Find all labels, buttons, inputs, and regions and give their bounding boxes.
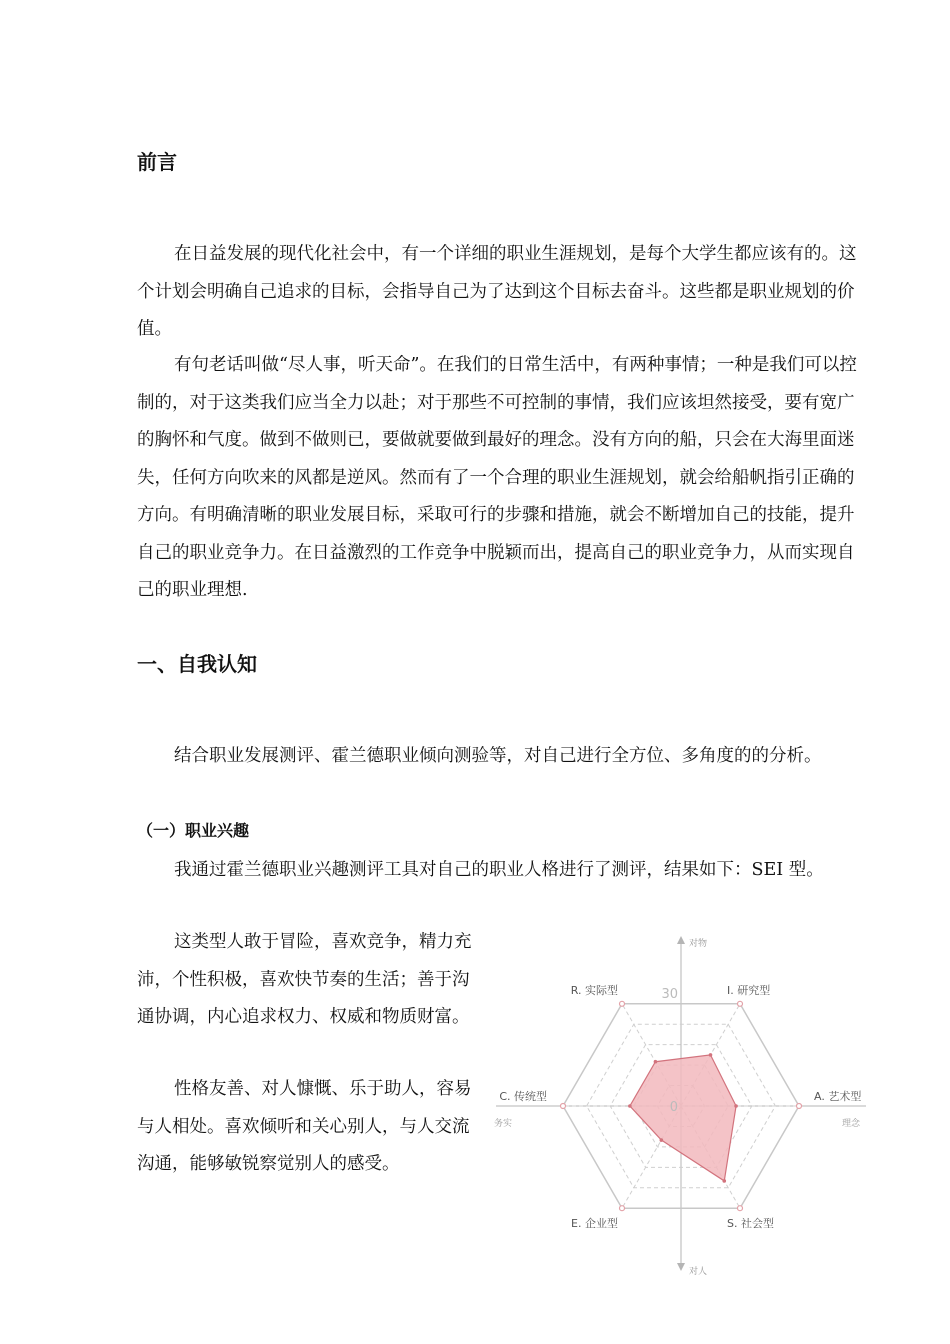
preface-title: 前言 <box>137 150 177 174</box>
preface-paragraph-1: 在日益发展的现代化社会中，有一个详细的职业生涯规划，是每个大学生都应该有的。这个计划会明确自己追求的目标，会指导自己为了达到这个目标去奋斗。这些都是职业规划的价值。 <box>137 244 857 339</box>
orientation-label-right: 理念 <box>842 1119 861 1129</box>
radar-tick-zero: 0 <box>669 1100 678 1115</box>
radar-point-5 <box>628 1104 632 1108</box>
radar-vertex-3 <box>738 1206 743 1211</box>
radar-point-6 <box>654 1060 658 1064</box>
holland-result: 我通过霍兰德职业兴趣测评工具对自己的职业人格进行了测评，结果如下：SEI 型。 <box>174 860 824 880</box>
radar-axis-label-5: C. 传统型 <box>499 1090 547 1103</box>
orientation-label-left: 务实 <box>494 1119 513 1129</box>
personality-desc-2: 性格友善、对人慷慨、乐于助人，容易与人相处。喜欢倾听和关心别人，与人交流沟通，能够敏锐察觉别人的感受。 <box>137 1079 472 1174</box>
personality-desc-1: 这类型人敢于冒险，喜欢竞争，精力充沛，个性积极，喜欢快节奏的生活；善于沟通协调，内心追求权力、权威和物质财富。 <box>137 932 472 1027</box>
radar-vertex-6 <box>620 1001 625 1006</box>
radar-point-2 <box>734 1104 738 1108</box>
subsection-title: （一）职业兴趣 <box>137 821 250 840</box>
radar-vertex-5 <box>561 1104 566 1109</box>
section1-intro: 结合职业发展测评、霍兰德职业倾向测验等，对自己进行全方位、多角度的的分析。 <box>174 746 822 766</box>
orientation-label-bottom: 对人 <box>689 1267 708 1277</box>
radar-axis-label-1: I. 研究型 <box>727 984 771 997</box>
preface-paragraph-2: 有句老话叫做“尽人事，听天命”。在我们的日常生活中，有两种事情；一种是我们可以控制的，对于这类我们应当全力以赴；对于那些不可控制的事情，我们应该坦然接受，要有宽广的胸怀和气度。做到不做则已，要做就要做到最好的理念。没有方向的船，只会在大海里面迷失，任何方向吹来的风都是逆风。然而有了一个合理的职业生涯规划，就会给船帆指引正确的方向。有明确清晰的职业发展目标，采取可行的步骤和措施，就会不断增加自己的技能，提升自己的职业竞争力。在日益激烈的工作竞争中脱颖而出，提高自己的职业竞争力，从而实现自己的职业理想. <box>137 355 857 600</box>
orientation-label-top: 对物 <box>689 939 708 949</box>
radar-axis-label-2: A. 艺术型 <box>814 1090 862 1103</box>
radar-tick-max: 30 <box>661 987 678 1002</box>
radar-point-1 <box>709 1053 713 1057</box>
vertical-axis-arrow-top <box>677 936 685 944</box>
holland-radar-chart <box>470 920 890 1290</box>
radar-vertex-1 <box>738 1001 743 1006</box>
radar-vertex-2 <box>797 1104 802 1109</box>
radar-point-4 <box>660 1138 664 1142</box>
radar-axis-label-4: E. 企业型 <box>571 1217 618 1230</box>
vertical-axis-arrow-bottom <box>677 1263 685 1271</box>
radar-vertex-4 <box>620 1206 625 1211</box>
radar-point-3 <box>722 1179 726 1183</box>
radar-data-area <box>630 1055 736 1181</box>
radar-axis-label-6: R. 实际型 <box>570 984 618 997</box>
radar-axis-label-3: S. 社会型 <box>727 1217 774 1230</box>
section1-title: 一、自我认知 <box>137 652 257 676</box>
